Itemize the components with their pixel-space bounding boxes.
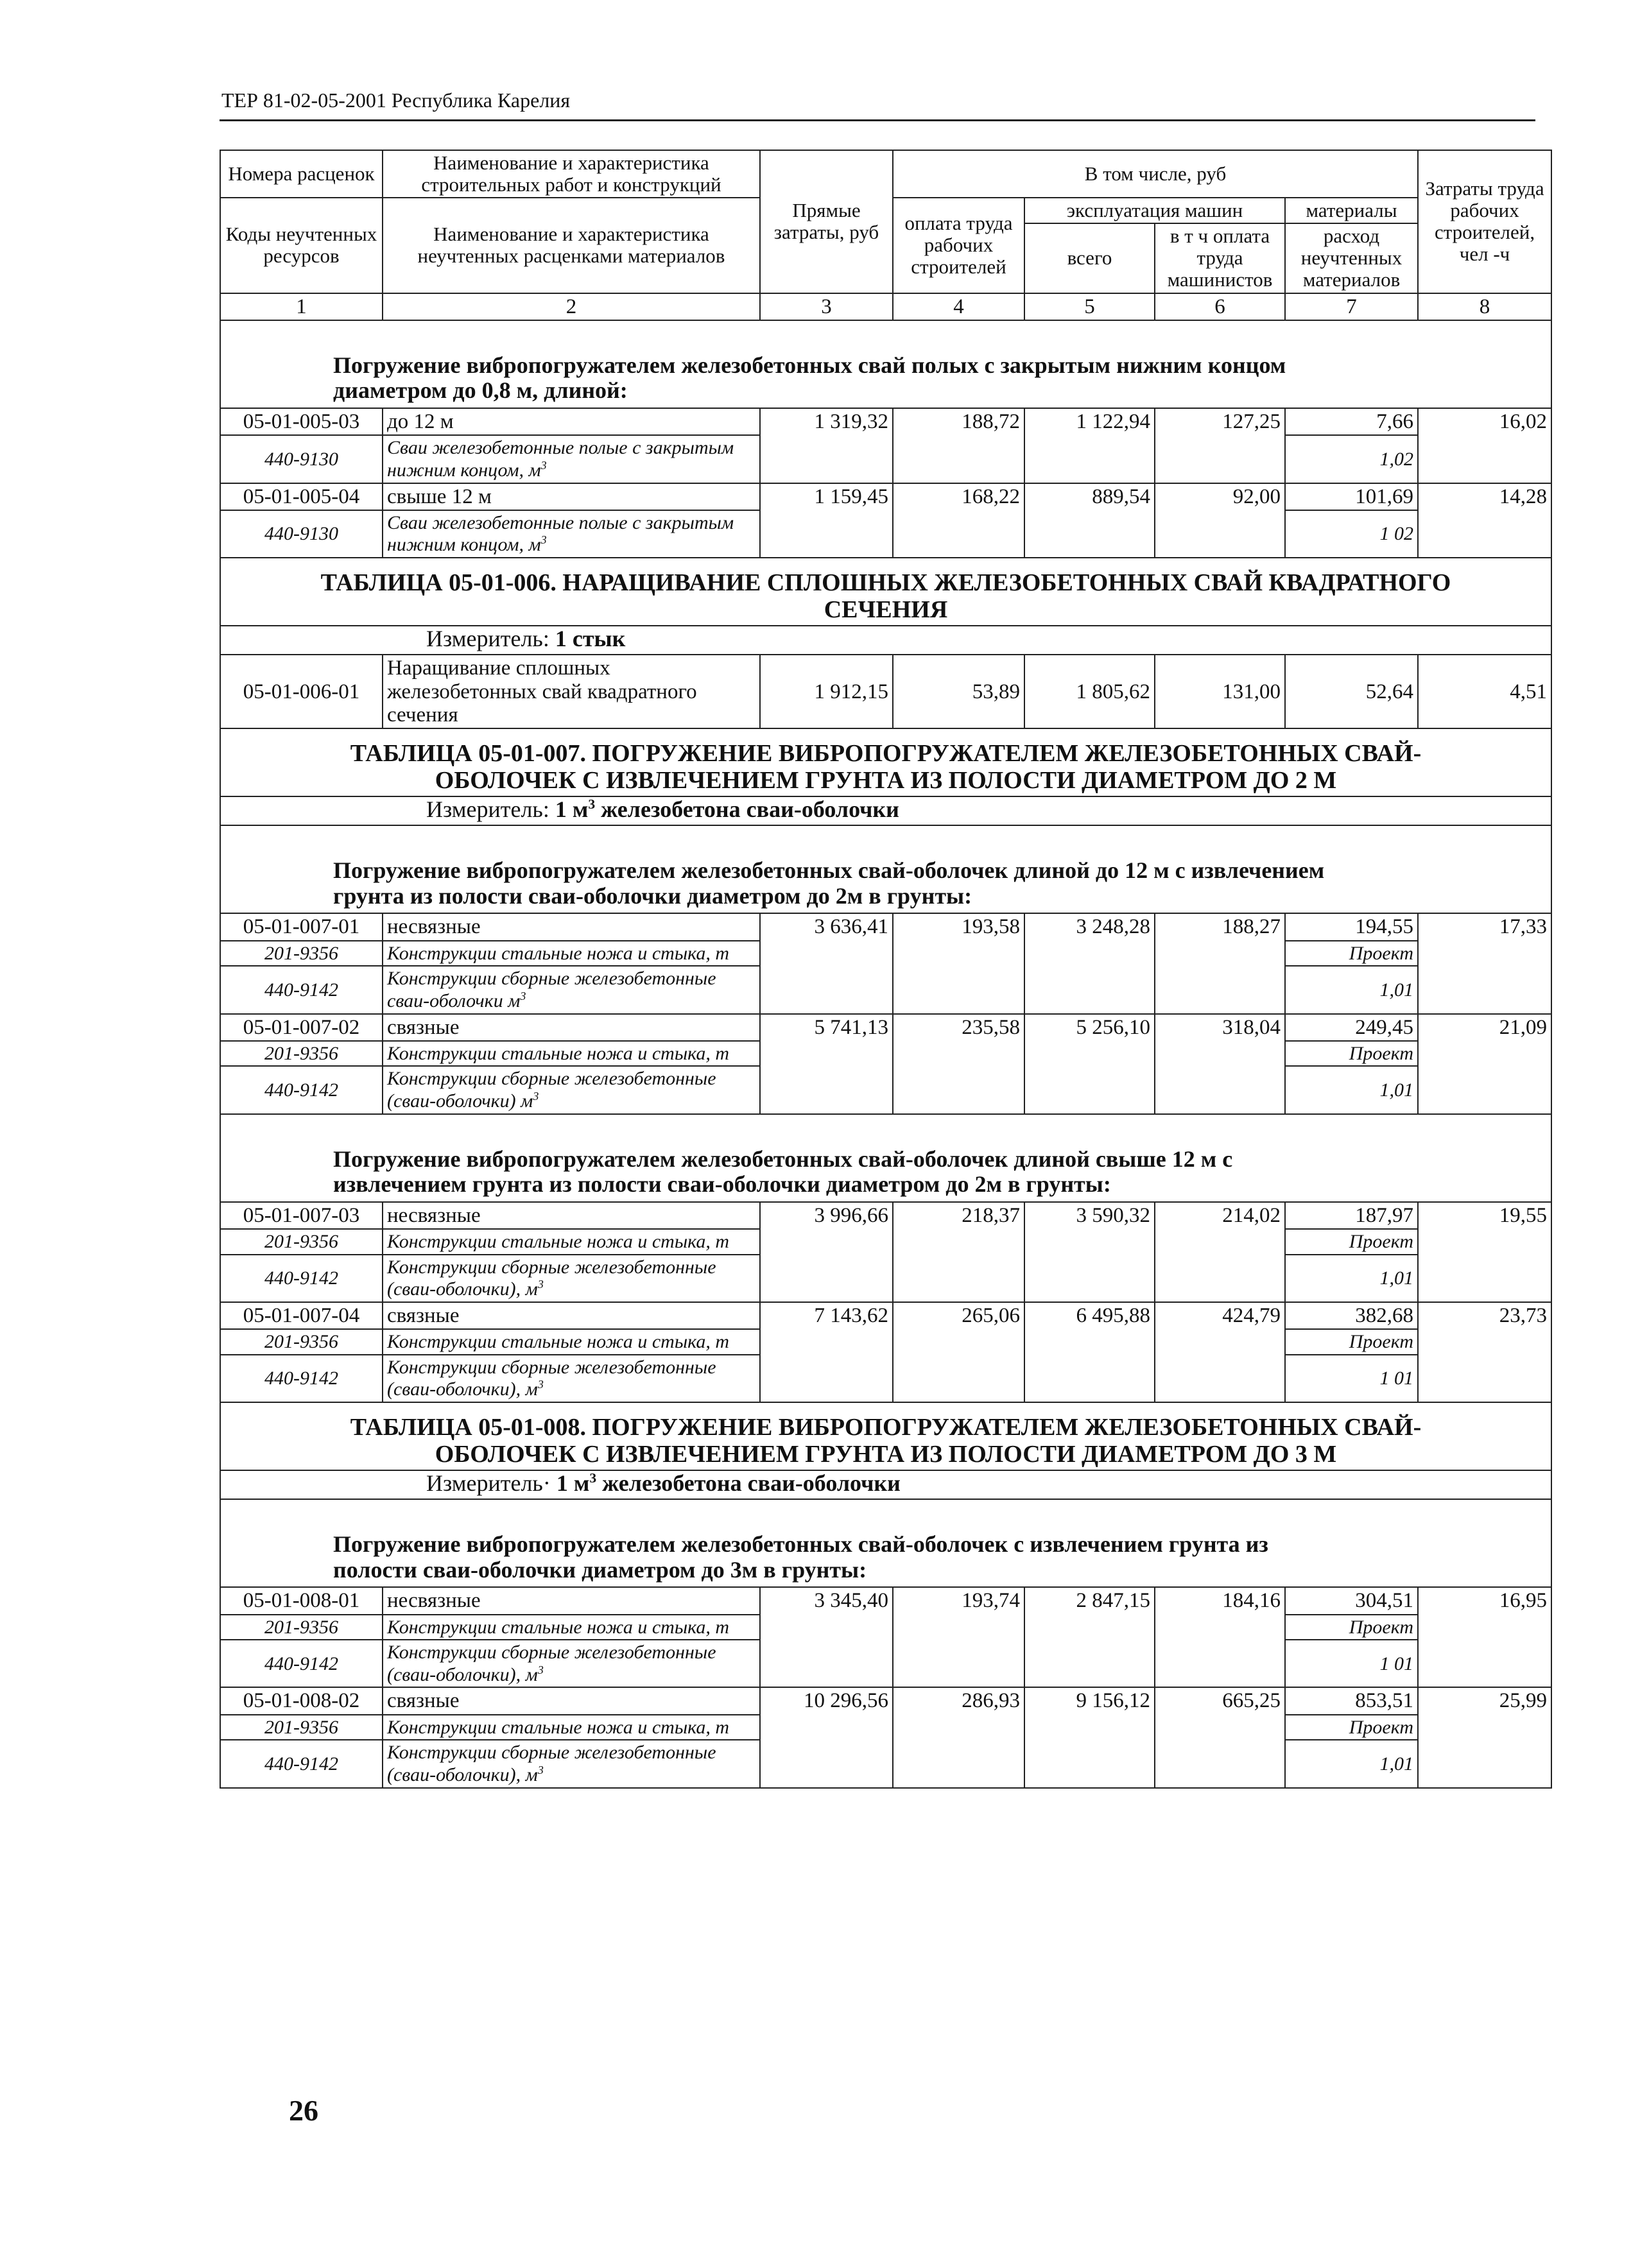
measurement-unit bbox=[220, 796, 1551, 826]
resource-quantity: 1 01 bbox=[1285, 1640, 1418, 1687]
rate-code: 05-01-007-02 bbox=[220, 1014, 383, 1041]
machine-total: 9 156,12 bbox=[1024, 1687, 1155, 1787]
resource-name-text: Конструкции стальные ножа и стыка, т bbox=[387, 1616, 730, 1638]
rate-row bbox=[220, 1302, 1551, 1329]
table-title bbox=[220, 728, 1551, 796]
rate-name: несвязные bbox=[383, 913, 760, 940]
section-title bbox=[220, 1499, 1551, 1587]
direct-cost: 10 296,56 bbox=[760, 1687, 893, 1787]
col6-header: в т ч оплата труда машинистов bbox=[1155, 223, 1285, 293]
materials-value: 187,97 bbox=[1285, 1202, 1418, 1229]
table-title-line: ОБОЛОЧЕК С ИЗВЛЕЧЕНИЕМ ГРУНТА ИЗ ПОЛОСТИ ДИАМЕТРОМ ДО 3 М bbox=[435, 1440, 1337, 1468]
resource-code: 201-9356 bbox=[220, 1715, 383, 1740]
resource-quantity: 1,01 bbox=[1285, 1255, 1418, 1302]
resource-quantity: Проект bbox=[1285, 1615, 1418, 1640]
page-number: 26 bbox=[289, 2094, 318, 2127]
col7-header: расход неучтенных материалов bbox=[1285, 223, 1418, 293]
resource-name: Сваи железобетонные полые с закрытым нижним концом, $м^3$ bbox=[383, 510, 760, 558]
resource-code: 440-9130 bbox=[220, 435, 383, 483]
rate-name: до 12 м bbox=[383, 408, 760, 435]
materials-value: 853,51 bbox=[1285, 1687, 1418, 1714]
resource-name-text: Сваи железобетонные полые с закрытым нижним концом, м bbox=[387, 437, 734, 481]
rate-code: 05-01-008-01 bbox=[220, 1587, 383, 1614]
resource-name-text: Конструкции сборные железобетонные (сваи-оболочки), м bbox=[387, 1742, 716, 1785]
resource-quantity: 1,02 bbox=[1285, 435, 1418, 483]
section-title-line: диаметром до 0,8 м, длиной: bbox=[333, 377, 628, 404]
measurement-unit bbox=[220, 626, 1551, 655]
table-title-line: ТАБЛИЦА 05-01-008. ПОГРУЖЕНИЕ ВИБРОПОГРУЖАТЕЛЕМ ЖЕЛЕЗОБЕТОННЫХ СВАЙ- bbox=[350, 1413, 1422, 1441]
direct-cost: 7 143,62 bbox=[760, 1302, 893, 1402]
col1-top: Номера расценок bbox=[220, 150, 383, 198]
group-header: В том числе, руб bbox=[893, 150, 1418, 198]
machinist-cost: 424,79 bbox=[1155, 1302, 1285, 1402]
rate-row bbox=[220, 1587, 1551, 1614]
rate-name: связные bbox=[383, 1687, 760, 1714]
resource-name: Конструкции сборные железобетонные (сваи-оболочки), $м^3$ bbox=[383, 1740, 760, 1787]
labor-hours: 14,28 bbox=[1418, 483, 1551, 558]
section-title bbox=[220, 825, 1551, 913]
section-title-line: полости сваи-оболочки диаметром до 3м в грунты: bbox=[333, 1556, 867, 1583]
labor-hours: 25,99 bbox=[1418, 1687, 1551, 1787]
direct-cost: 3 996,66 bbox=[760, 1202, 893, 1302]
resource-name: Сваи железобетонные полые с закрытым нижним концом, $м^3$ bbox=[383, 435, 760, 483]
labor-cost: 168,22 bbox=[893, 483, 1024, 558]
table-title bbox=[220, 1402, 1551, 1470]
resource-code: 440-9142 bbox=[220, 1066, 383, 1113]
resource-name-text: Конструкции сборные железобетонные сваи-оболочки м bbox=[387, 968, 716, 1011]
rate-row bbox=[220, 483, 1551, 510]
labor-hours: 23,73 bbox=[1418, 1302, 1551, 1402]
measurement-value: 1 м bbox=[556, 1470, 590, 1496]
labor-cost: 188,72 bbox=[893, 408, 1024, 483]
value-cell: 52,64 bbox=[1285, 655, 1418, 728]
table-title-line: ТАБЛИЦА 05-01-006. НАРАЩИВАНИЕ СПЛОШНЫХ ЖЕЛЕЗОБЕТОННЫХ СВАЙ КВАДРАТНОГО bbox=[320, 569, 1451, 597]
resource-quantity: Проект bbox=[1285, 1329, 1418, 1355]
rates-table bbox=[220, 150, 1552, 1789]
resource-quantity: 1,01 bbox=[1285, 966, 1418, 1013]
value-cell: 1 805,62 bbox=[1024, 655, 1155, 728]
machines-header: эксплуатация машин bbox=[1024, 198, 1285, 223]
rate-row bbox=[220, 1687, 1551, 1714]
section-title-line: извлечением грунта из полости сваи-оболочки диаметром до 2м в грунты: bbox=[333, 1171, 1111, 1198]
col-header-row bbox=[220, 150, 1551, 198]
col-number: 7 bbox=[1285, 293, 1418, 320]
measurement-unit: Измеритель· 1 $м^3$ железобетона сваи-оболочки bbox=[220, 1470, 1551, 1500]
labor-cost: 218,37 bbox=[893, 1202, 1024, 1302]
resource-quantity: Проект bbox=[1285, 941, 1418, 966]
rate-name: свыше 12 м bbox=[383, 483, 760, 510]
rate-code: 05-01-007-04 bbox=[220, 1302, 383, 1329]
machinist-cost: 188,27 bbox=[1155, 913, 1285, 1013]
section-title-line: Погружение вибропогружателем железобетонных свай-оболочек длиной свыше 12 м с bbox=[333, 1146, 1233, 1172]
section-title-line: Погружение вибропогружателем железобетонных свай полых с закрытым нижним концом bbox=[333, 352, 1286, 378]
machinist-cost: 214,02 bbox=[1155, 1202, 1285, 1302]
resource-name bbox=[383, 1041, 760, 1067]
labor-hours: 21,09 bbox=[1418, 1014, 1551, 1114]
labor-cost: 193,58 bbox=[893, 913, 1024, 1013]
labor-hours: 17,33 bbox=[1418, 913, 1551, 1013]
col-number: 8 bbox=[1418, 293, 1551, 320]
machinist-cost: 127,25 bbox=[1155, 408, 1285, 483]
materials-value: 382,68 bbox=[1285, 1302, 1418, 1329]
section-title bbox=[220, 825, 1551, 913]
labor-cost: 235,58 bbox=[893, 1014, 1024, 1114]
resource-name bbox=[383, 941, 760, 966]
col2-top: Наименование и характеристика строительных работ и конструкций bbox=[383, 150, 760, 198]
resource-name bbox=[383, 1329, 760, 1355]
rate-name: несвязные bbox=[383, 1202, 760, 1229]
resource-name-text: Конструкции стальные ножа и стыка, т bbox=[387, 1716, 730, 1738]
resource-name: Конструкции сборные железобетонные (сваи-оболочки), $м^3$ bbox=[383, 1255, 760, 1302]
direct-cost: 3 345,40 bbox=[760, 1587, 893, 1687]
direct-cost: 1 319,32 bbox=[760, 408, 893, 483]
table-title bbox=[220, 558, 1551, 626]
rate-code: 05-01-005-04 bbox=[220, 483, 383, 510]
rate-row bbox=[220, 913, 1551, 940]
resource-name-text: Конструкции сборные железобетонные (сваи-оболочки) м bbox=[387, 1068, 716, 1112]
labor-cost: 265,06 bbox=[893, 1302, 1024, 1402]
section-title-line: Погружение вибропогружателем железобетонных свай-оболочек с извлечением грунта из bbox=[333, 1531, 1268, 1558]
rate-row bbox=[220, 1014, 1551, 1041]
machinist-cost: 318,04 bbox=[1155, 1014, 1285, 1114]
rate-code: 05-01-007-03 bbox=[220, 1202, 383, 1229]
col-number: 4 bbox=[893, 293, 1024, 320]
resource-code: 440-9142 bbox=[220, 1255, 383, 1302]
col-number: 5 bbox=[1024, 293, 1155, 320]
col-number: 1 bbox=[220, 293, 383, 320]
section-title bbox=[220, 320, 1551, 408]
rate-name: связные bbox=[383, 1014, 760, 1041]
resource-code: 440-9142 bbox=[220, 1640, 383, 1687]
table-title bbox=[220, 558, 1551, 626]
value-cell: 53,89 bbox=[893, 655, 1024, 728]
header-rule bbox=[220, 119, 1535, 121]
resource-name-text: Конструкции сборные железобетонные (сваи-оболочки), м bbox=[387, 1256, 716, 1300]
resource-code: 440-9142 bbox=[220, 966, 383, 1013]
machine-total: 5 256,10 bbox=[1024, 1014, 1155, 1114]
measurement-value: железобетона сваи-оболочки bbox=[595, 796, 899, 822]
resource-quantity: Проект bbox=[1285, 1715, 1418, 1740]
resource-name bbox=[383, 1229, 760, 1255]
col3-header: Прямые затраты, руб bbox=[760, 150, 893, 293]
rate-name: связные bbox=[383, 1302, 760, 1329]
rate-row bbox=[220, 655, 1551, 728]
materials-value: 304,51 bbox=[1285, 1587, 1418, 1614]
col-number-row bbox=[220, 293, 1551, 320]
materials-value: 101,69 bbox=[1285, 483, 1418, 510]
rate-name: несвязные bbox=[383, 1587, 760, 1614]
resource-code: 440-9142 bbox=[220, 1740, 383, 1787]
labor-cost: 286,93 bbox=[893, 1687, 1024, 1787]
value-cell: 1 912,15 bbox=[760, 655, 893, 728]
resource-code: 201-9356 bbox=[220, 1229, 383, 1255]
materials-value: 7,66 bbox=[1285, 408, 1418, 435]
machinist-cost: 184,16 bbox=[1155, 1587, 1285, 1687]
rate-name: Наращивание сплошных железобетонных свай квадратного сечения bbox=[383, 655, 760, 728]
resource-name-text: Конструкции стальные ножа и стыка, т bbox=[387, 1231, 730, 1253]
rate-row bbox=[220, 1202, 1551, 1229]
resource-code: 440-9130 bbox=[220, 510, 383, 558]
measurement-label: Измеритель· bbox=[426, 1470, 557, 1496]
resource-quantity: 1,01 bbox=[1285, 1066, 1418, 1113]
rate-code: 05-01-007-01 bbox=[220, 913, 383, 940]
labor-hours: 19,55 bbox=[1418, 1202, 1551, 1302]
resource-name-text: Конструкции сборные железобетонные (сваи-оболочки), м bbox=[387, 1642, 716, 1685]
resource-quantity: Проект bbox=[1285, 1041, 1418, 1067]
measurement-unit bbox=[220, 626, 1551, 655]
resource-code: 201-9356 bbox=[220, 1329, 383, 1355]
col4-header: оплата труда рабочих строителей bbox=[893, 198, 1024, 293]
measurement-value: 1 стык bbox=[555, 625, 626, 651]
section-title bbox=[220, 1114, 1551, 1202]
direct-cost: 3 636,41 bbox=[760, 913, 893, 1013]
rate-code: 05-01-008-02 bbox=[220, 1687, 383, 1714]
resource-quantity: 1 01 bbox=[1285, 1355, 1418, 1402]
machine-total: 3 248,28 bbox=[1024, 913, 1155, 1013]
resource-quantity: 1 02 bbox=[1285, 510, 1418, 558]
machinist-cost: 92,00 bbox=[1155, 483, 1285, 558]
machine-total: 2 847,15 bbox=[1024, 1587, 1155, 1687]
col2-bottom: Наименование и характеристика неучтенных расценками материалов bbox=[383, 198, 760, 293]
resource-name bbox=[383, 1715, 760, 1740]
materials-value: 249,45 bbox=[1285, 1014, 1418, 1041]
measurement-value: 1 м bbox=[555, 796, 589, 822]
measurement-unit: Измеритель: 1 $м^3$ железобетона сваи-оболочки bbox=[220, 796, 1551, 826]
resource-name-text: Конструкции сборные железобетонные (сваи-оболочки), м bbox=[387, 1356, 716, 1400]
resource-quantity: 1,01 bbox=[1285, 1740, 1418, 1787]
labor-hours: 16,95 bbox=[1418, 1587, 1551, 1687]
resource-name: Конструкции сборные железобетонные (сваи-оболочки), $м^3$ bbox=[383, 1355, 760, 1402]
direct-cost: 1 159,45 bbox=[760, 483, 893, 558]
measurement-unit bbox=[220, 1470, 1551, 1500]
direct-cost: 5 741,13 bbox=[760, 1014, 893, 1114]
resource-code: 201-9356 bbox=[220, 1041, 383, 1067]
resource-quantity: Проект bbox=[1285, 1229, 1418, 1255]
resource-name-text: Конструкции стальные ножа и стыка, т bbox=[387, 942, 730, 964]
col1-bottom: Коды неучтенных ресурсов bbox=[220, 198, 383, 293]
materials-value: 194,55 bbox=[1285, 913, 1418, 940]
resource-name bbox=[383, 1615, 760, 1640]
labor-cost: 193,74 bbox=[893, 1587, 1024, 1687]
table-title-line: СЕЧЕНИЯ bbox=[824, 596, 948, 623]
resource-name: Конструкции сборные железобетонные (сваи-оболочки), $м^3$ bbox=[383, 1640, 760, 1687]
col-number: 2 bbox=[383, 293, 760, 320]
table-title bbox=[220, 728, 1551, 796]
resource-name-text: Сваи железобетонные полые с закрытым нижним концом, м bbox=[387, 511, 734, 556]
materials-header: материалы bbox=[1285, 198, 1418, 223]
section-title bbox=[220, 1114, 1551, 1202]
col8-header: Затраты труда рабочих строителей, чел -ч bbox=[1418, 150, 1551, 293]
rate-code: 05-01-005-03 bbox=[220, 408, 383, 435]
resource-name: Конструкции сборные железобетонные сваи-оболочки $м^3$ bbox=[383, 966, 760, 1013]
col5-header: всего bbox=[1024, 223, 1155, 293]
resource-code: 440-9142 bbox=[220, 1355, 383, 1402]
section-title bbox=[220, 320, 1551, 408]
rate-code: 05-01-006-01 bbox=[220, 655, 383, 728]
rate-row bbox=[220, 408, 1551, 435]
machine-total: 1 122,94 bbox=[1024, 408, 1155, 483]
value-cell: 131,00 bbox=[1155, 655, 1285, 728]
table-title-line: ОБОЛОЧЕК С ИЗВЛЕЧЕНИЕМ ГРУНТА ИЗ ПОЛОСТИ ДИАМЕТРОМ ДО 2 М bbox=[435, 766, 1337, 794]
machinist-cost: 665,25 bbox=[1155, 1687, 1285, 1787]
resource-name: Конструкции сборные железобетонные (сваи-оболочки) $м^3$ bbox=[383, 1066, 760, 1113]
col-number: 6 bbox=[1155, 293, 1285, 320]
machine-total: 3 590,32 bbox=[1024, 1202, 1155, 1302]
resource-name-text: Конструкции стальные ножа и стыка, т bbox=[387, 1042, 730, 1064]
value-cell: 4,51 bbox=[1418, 655, 1551, 728]
table-title-line: ТАБЛИЦА 05-01-007. ПОГРУЖЕНИЕ ВИБРОПОГРУЖАТЕЛЕМ ЖЕЛЕЗОБЕТОННЫХ СВАЙ- bbox=[350, 740, 1422, 768]
resource-code: 201-9356 bbox=[220, 1615, 383, 1640]
resource-name-text: Конструкции стальные ножа и стыка, т bbox=[387, 1331, 730, 1353]
machine-total: 6 495,88 bbox=[1024, 1302, 1155, 1402]
resource-code: 201-9356 bbox=[220, 941, 383, 966]
section-title-line: грунта из полости сваи-оболочки диаметром до 2м в грунты: bbox=[333, 882, 972, 909]
measurement-label: Измеритель: bbox=[426, 625, 555, 651]
measurement-value: железобетона сваи-оболочки bbox=[596, 1470, 901, 1496]
labor-hours: 16,02 bbox=[1418, 408, 1551, 483]
table-title bbox=[220, 1402, 1551, 1470]
measurement-label: Измеритель: bbox=[426, 796, 555, 822]
running-header: ТЕР 81-02-05-2001 Республика Карелия bbox=[221, 89, 571, 112]
machine-total: 889,54 bbox=[1024, 483, 1155, 558]
col-number: 3 bbox=[760, 293, 893, 320]
section-title-line: Погружение вибропогружателем железобетонных свай-оболочек длиной до 12 м с извлечением bbox=[333, 857, 1325, 884]
section-title bbox=[220, 1499, 1551, 1587]
